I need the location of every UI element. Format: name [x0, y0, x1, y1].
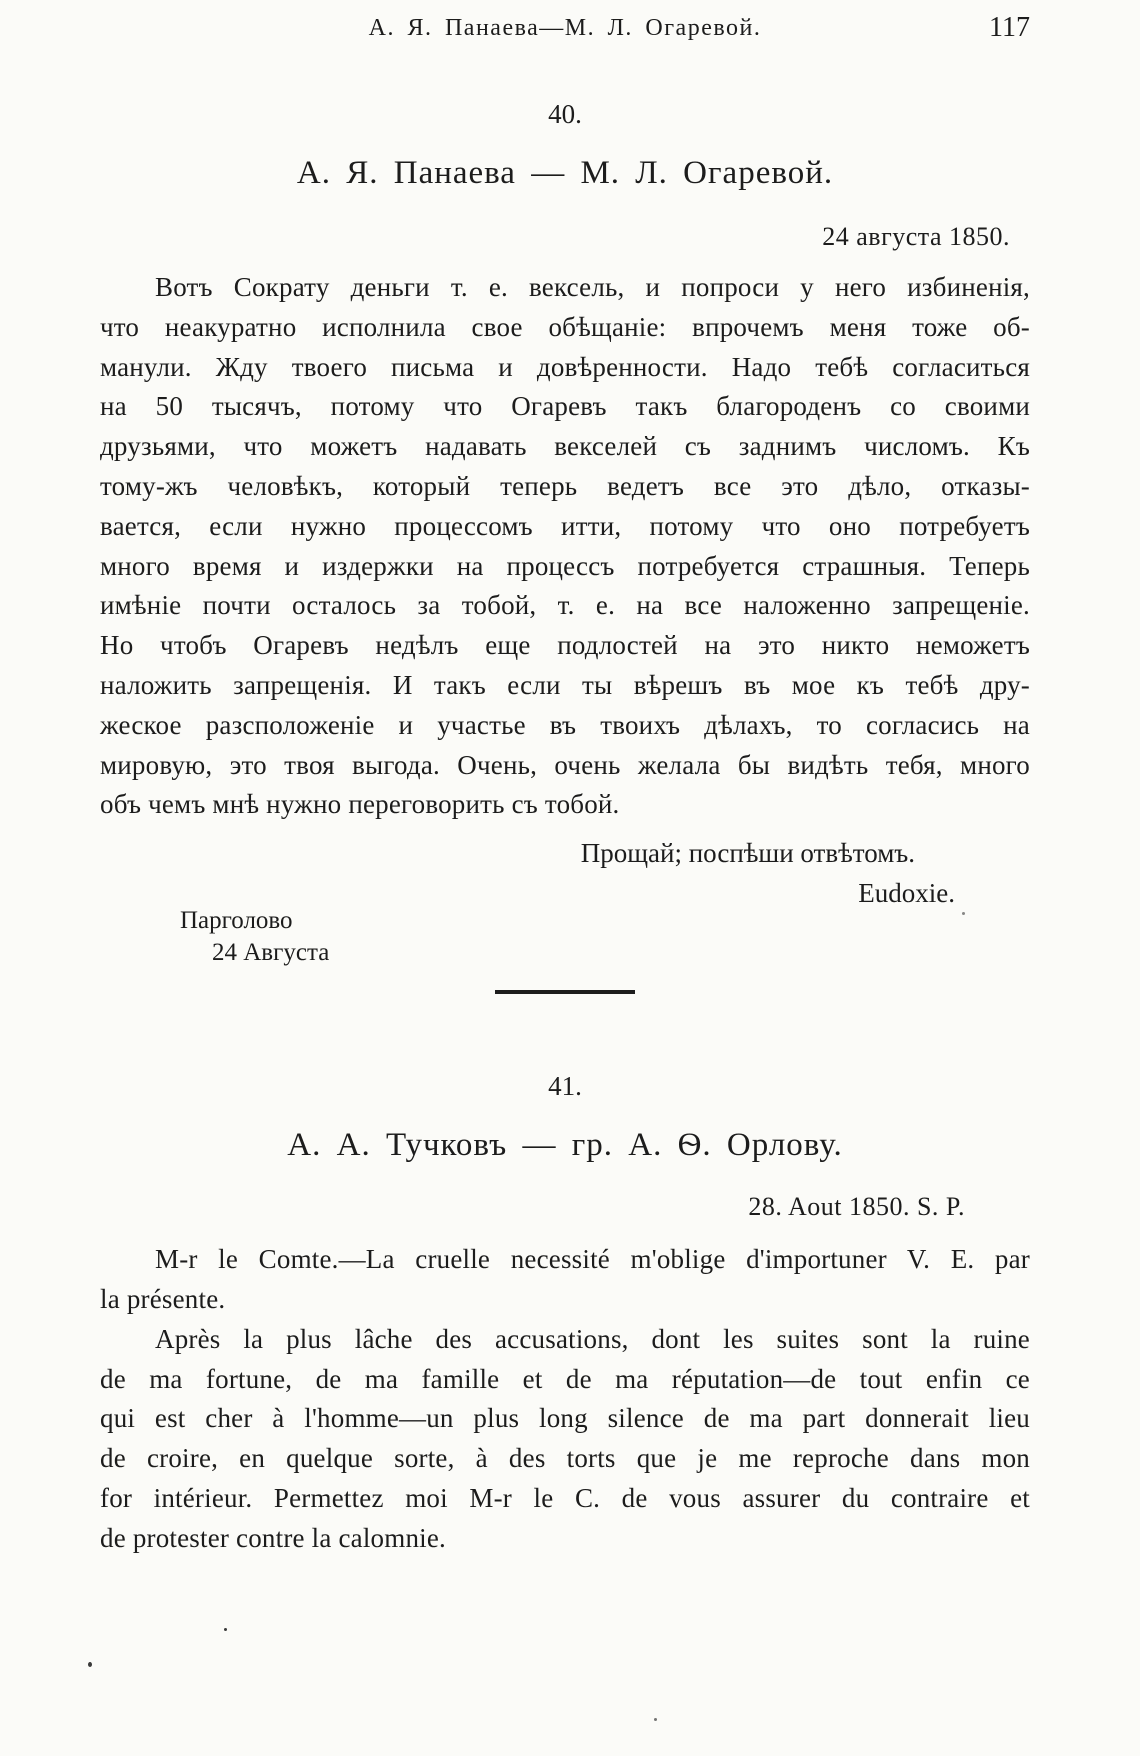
letter-40-date-footer: 24 Августа: [212, 939, 330, 967]
text-line: for intérieur. Permettez moi M-r le C. de vous assurer du contraire et: [100, 1482, 1030, 1513]
text-line: de protester contre la calomnie.: [100, 1522, 446, 1553]
text-line: de croire, en quelque sorte, à des torts que je me reproche dans mon: [100, 1443, 1030, 1474]
scan-speck: [224, 1628, 227, 1631]
running-header-title: А. Я. Панаева—М. Л. Огаревой.: [368, 15, 762, 41]
letter-40-closing: Прощай; поспѣши отвѣтомъ.: [580, 838, 915, 869]
scan-speck: [962, 912, 965, 915]
text-line: объ чемъ мнѣ нужно переговорить съ тобой.: [100, 789, 620, 820]
letter-41-dateline: 28. Aout 1850. S. P.: [748, 1192, 965, 1222]
text-line: Вотъ Сократу деньги т. е. вексель, и попроси у него избиненія,: [155, 272, 1030, 302]
letter-40-place: Парголово: [180, 907, 293, 935]
text-line: de ma fortune, de ma famille et de ma réputation—de tout enfin ce: [100, 1363, 1030, 1394]
letter-40-dateline: 24 августа 1850.: [822, 222, 1010, 251]
text-line: на 50 тысячъ, потому что Огаревъ такъ благороденъ со своими: [100, 391, 1030, 422]
running-header: [100, 0, 1030, 44]
text-line: M-r le Comte.—La cruelle necessité m'oblige d'importuner V. E. par: [155, 1244, 1030, 1275]
scan-speck: [654, 1718, 657, 1721]
text-line: друзьями, что можетъ надавать векселей съ заднимъ числомъ. Къ: [100, 431, 1030, 462]
text-line: la présente.: [100, 1283, 226, 1314]
letter-40-title: А. Я. Панаева — М. Л. Огаревой.: [296, 155, 834, 191]
text-line: манули. Жду твоего письма и довѣренности. Надо тебѣ согласиться: [100, 351, 1030, 382]
text-line: что неакуратно исполнила свое обѣщаніе: впрочемъ меня тоже об-: [100, 311, 1030, 342]
letter-40-body: [100, 268, 1030, 825]
letter-41-paragraph-1: [100, 1240, 1030, 1320]
text-line: жеское разсположеніе и участье въ твоихъ дѣлахъ, то согласись на: [100, 709, 1030, 740]
text-line: имѣніе почти осталось за тобой, т. е. на все наложенно запрещеніе.: [100, 590, 1030, 621]
text-line: тому-жъ человѣкъ, который теперь ведетъ все это дѣло, отказы-: [100, 470, 1030, 501]
text-line: Но чтобъ Огаревъ недѣлъ еще подлостей на это никто неможетъ: [100, 630, 1030, 661]
scan-speck: [88, 1662, 92, 1667]
section-divider: [495, 990, 635, 994]
text-line: qui est cher à l'homme—un plus long silence de ma part donnerait lieu: [100, 1403, 1030, 1434]
text-line: вается, если нужно процессомъ итти, потому что оно потребуетъ: [100, 510, 1030, 541]
letter-41-title: А. А. Тучковъ — гр. А. Ѳ. Орлову.: [287, 1127, 843, 1164]
text-line: мировую, это твоя выгода. Очень, очень желала бы видѣть тебя, много: [100, 749, 1030, 780]
letter-40-number: 40.: [548, 99, 582, 129]
letter-41-number: 41.: [548, 1071, 582, 1102]
letter-41-paragraph-2: [100, 1320, 1030, 1559]
text-line: Après la plus lâche des accusations, dont les suites sont la ruine: [155, 1323, 1030, 1354]
text-line: много время и издержки на процессъ потребуется страшныя. Теперь: [100, 550, 1030, 581]
text-line: наложить запрещенія. И такъ если ты вѣрешъ въ мое къ тебѣ дру-: [100, 669, 1030, 700]
letter-40-signature: Eudoxie.: [858, 878, 955, 909]
page-number: 117: [989, 12, 1030, 43]
text-column: [100, 0, 1030, 1559]
